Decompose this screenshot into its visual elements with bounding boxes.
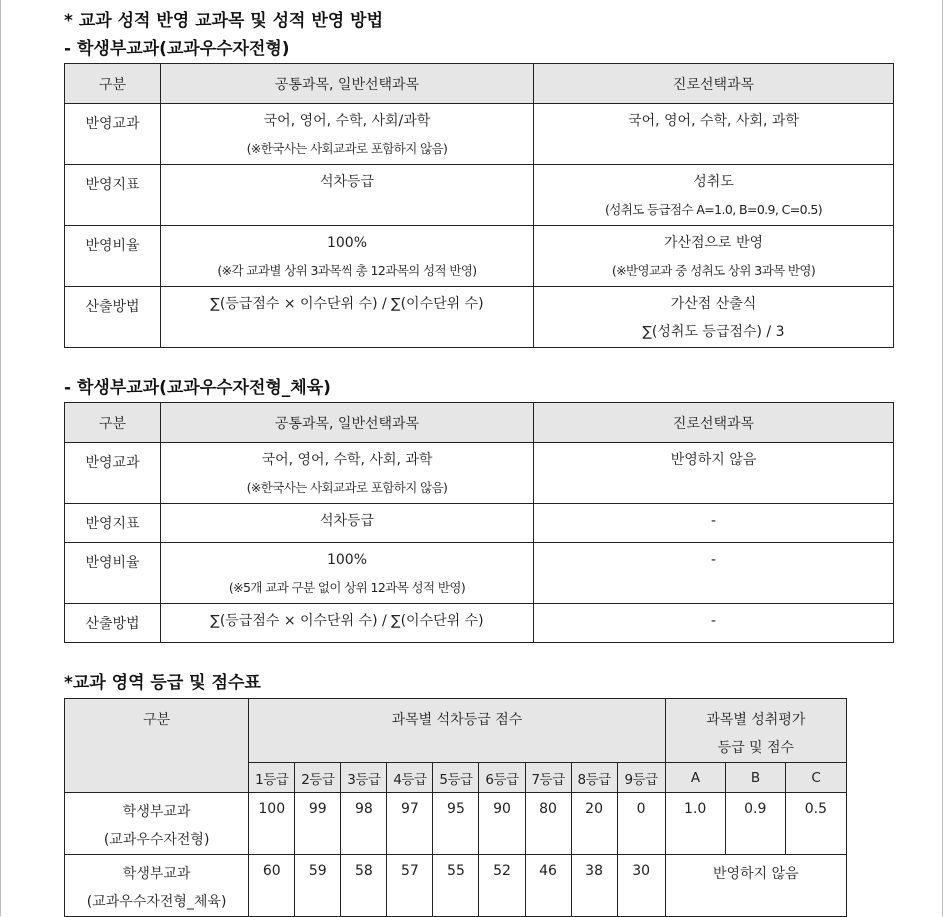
score-cell: 52 [479, 855, 525, 917]
header-common-subjects: 공통과목, 일반선택과목 [161, 403, 534, 443]
achievement-cell: 0.9 [725, 793, 785, 855]
header-common-subjects: 공통과목, 일반선택과목 [161, 64, 534, 104]
table-cell [534, 543, 894, 604]
score-cell: 46 [525, 855, 571, 917]
cell-text: 반영하지 않음 [670, 452, 757, 468]
score-cell: 60 [249, 855, 295, 917]
row-label-line1: 학생부교과 [122, 866, 191, 882]
row-label [65, 855, 249, 917]
cell-note: ∑(성취도 등급점수) / 3 [642, 324, 785, 340]
header-achievement-line2: 등급 및 점수 [717, 740, 795, 756]
table-cell [534, 287, 894, 348]
cell-note: (※한국사는 사회교과로 포함하지 않음) [246, 141, 448, 156]
table-cell [161, 504, 534, 543]
row-label: 반영비율 [65, 226, 161, 287]
reflection-table-general [64, 63, 894, 348]
header-achievement-line1: 과목별 성취평가 [706, 712, 806, 728]
header-category: 구분 [65, 64, 161, 104]
score-cell: 97 [387, 793, 433, 855]
score-cell: 20 [571, 793, 617, 855]
grade-score-table [64, 698, 847, 917]
cell-text: 가산점으로 반영 [663, 235, 764, 251]
score-cell: 58 [341, 855, 387, 917]
table-cell [534, 604, 894, 643]
header-rank-score: 과목별 석차등급 점수 [249, 699, 665, 763]
cell-text: - [710, 513, 717, 529]
grade-header: 7등급 [525, 763, 571, 793]
page-border-left [0, 0, 1, 916]
header-achievement [665, 699, 846, 763]
score-cell: 98 [341, 793, 387, 855]
table-cell [534, 226, 894, 287]
table-row [65, 504, 894, 543]
row-label: 반영지표 [65, 165, 161, 226]
score-cell: 99 [295, 793, 341, 855]
row-label: 반영교과 [65, 104, 161, 165]
table-row [65, 287, 894, 348]
cell-text: - [710, 613, 717, 629]
header-career-subjects: 진로선택과목 [534, 403, 894, 443]
achievement-cell: 0.5 [785, 793, 846, 855]
table-cell [161, 226, 534, 287]
table-cell [534, 104, 894, 165]
cell-text: 가산점 산출식 [670, 296, 757, 312]
table-row [65, 443, 894, 504]
page-border-right [942, 0, 943, 916]
header-career-subjects: 진로선택과목 [534, 64, 894, 104]
table-cell [534, 165, 894, 226]
level-header: C [785, 763, 846, 793]
table-row [65, 226, 894, 287]
table-cell [161, 287, 534, 348]
cell-text: 100% [326, 552, 368, 568]
cell-text: - [710, 552, 717, 568]
row-label-line1: 학생부교과 [122, 804, 191, 820]
level-header: B [725, 763, 785, 793]
section1-heading: - 학생부교과(교과우수자전형) [64, 39, 290, 59]
cell-note: (※한국사는 사회교과로 포함하지 않음) [246, 480, 448, 495]
cell-text: 석차등급 [319, 513, 375, 529]
grade-header: 4등급 [387, 763, 433, 793]
score-cell: 80 [525, 793, 571, 855]
score-cell: 0 [617, 793, 665, 855]
table-cell [161, 443, 534, 504]
grade-header: 9등급 [617, 763, 665, 793]
table-cell [161, 543, 534, 604]
level-header: A [665, 763, 725, 793]
table-row [65, 165, 894, 226]
table-cell [534, 443, 894, 504]
row-label: 반영교과 [65, 443, 161, 504]
table-row [65, 793, 847, 855]
row-label: 반영지표 [65, 504, 161, 543]
cell-text: 국어, 영어, 수학, 사회, 과학 [628, 113, 799, 129]
table-cell [161, 165, 534, 226]
cell-text: ∑(등급점수 × 이수단위 수) / ∑(이수단위 수) [210, 296, 484, 312]
header-category: 구분 [65, 403, 161, 443]
cell-note: (※반영교과 중 성취도 상위 3과목 반영) [611, 263, 816, 278]
cell-note: (※각 교과별 상위 3과목씩 총 12과목의 성적 반영) [217, 263, 477, 278]
score-cell: 59 [295, 855, 341, 917]
row-label: 산출방법 [65, 287, 161, 348]
table-cell [534, 504, 894, 543]
grade-header: 2등급 [295, 763, 341, 793]
achievement-cell: 반영하지 않음 [665, 855, 846, 917]
cell-text: 국어, 영어, 수학, 사회, 과학 [261, 452, 433, 468]
cell-text: 국어, 영어, 수학, 사회/과학 [263, 113, 431, 129]
table-row [65, 604, 894, 643]
row-label-line2: (교과우수자전형_체육) [86, 894, 227, 910]
table-cell [161, 604, 534, 643]
table-row [65, 855, 847, 917]
row-label [65, 793, 249, 855]
main-heading: * 교과 성적 반영 교과목 및 성적 반영 방법 [64, 11, 383, 31]
table-row [65, 104, 894, 165]
section3-heading: *교과 영역 등급 및 점수표 [64, 673, 261, 693]
cell-text: 석차등급 [319, 174, 375, 190]
row-label-line2: (교과우수자전형) [103, 832, 210, 848]
grade-header: 5등급 [433, 763, 479, 793]
score-cell: 38 [571, 855, 617, 917]
score-cell: 57 [387, 855, 433, 917]
cell-text: 100% [326, 235, 368, 251]
grade-header: 1등급 [249, 763, 295, 793]
reflection-table-pe [64, 402, 894, 643]
table-cell [161, 104, 534, 165]
table-row [65, 543, 894, 604]
score-cell: 55 [433, 855, 479, 917]
grade-header: 8등급 [571, 763, 617, 793]
score-cell: 30 [617, 855, 665, 917]
score-cell: 100 [249, 793, 295, 855]
grade-header: 3등급 [341, 763, 387, 793]
row-label: 반영비율 [65, 543, 161, 604]
header-category: 구분 [65, 699, 249, 793]
cell-note: (성취도 등급점수 A=1.0, B=0.9, C=0.5) [604, 202, 823, 217]
section2-heading: - 학생부교과(교과우수자전형_체육) [64, 378, 331, 398]
cell-text: 성취도 [693, 174, 734, 190]
achievement-cell: 1.0 [665, 793, 725, 855]
grade-header: 6등급 [479, 763, 525, 793]
score-cell: 90 [479, 793, 525, 855]
cell-note: (※5개 교과 구분 없이 상위 12과목 성적 반영) [228, 580, 466, 595]
cell-text: ∑(등급점수 × 이수단위 수) / ∑(이수단위 수) [210, 613, 484, 629]
row-label: 산출방법 [65, 604, 161, 643]
score-cell: 95 [433, 793, 479, 855]
